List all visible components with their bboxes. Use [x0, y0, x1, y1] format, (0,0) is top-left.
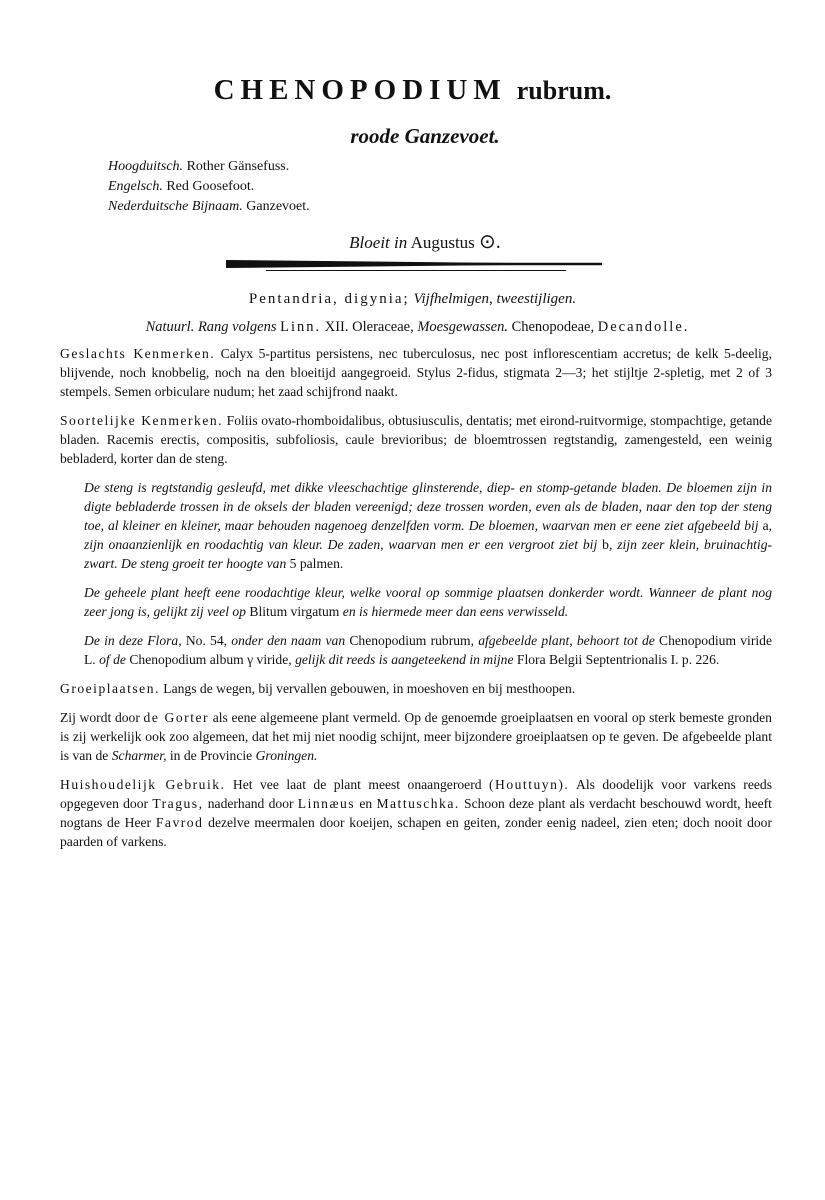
paragraph-text: in de Provincie: [169, 748, 253, 763]
paragraph-text: De geheele plant heeft eene roodachtige kleur, welke vooral op sommige plaatsen donkerder wordt. Wanneer de plant nog zeer jong is, gelijkt zij veel op: [84, 585, 772, 619]
title-genus: CHENOPODIUM: [213, 74, 507, 106]
section-heading: Groeiplaatsen.: [60, 681, 160, 696]
paragraph-text: dezelve meermalen door koeijen, schapen en geiten, zonder eenig nadeel, zien eten; doch nooit door paarden of varkens.: [60, 815, 773, 849]
page-title: [0, 74, 825, 107]
habitat-paragraph: [60, 679, 772, 698]
reference: Flora Belgii Septentrionalis I. p. 226.: [516, 652, 720, 667]
plate-number: No. 54,: [185, 633, 228, 648]
decandolle-rank: Chenopodeae,: [511, 319, 595, 335]
paragraph-text: afgebeelde plant, behoort tot de: [478, 633, 655, 648]
paragraph-text: en is hiermede meer dan eens verwisseld.: [342, 604, 569, 619]
height-value: 5 palmen.: [289, 556, 344, 571]
annual-symbol: ⊙.: [479, 231, 501, 253]
bloom-prefix: Bloeit in: [349, 233, 408, 252]
place-name: Groningen.: [255, 748, 318, 763]
figure-letter: b,: [602, 537, 613, 552]
natural-rank-line: [0, 319, 825, 336]
author-name: Mattuschka.: [376, 796, 460, 811]
synonym-name: Red Goosefoot.: [166, 179, 255, 194]
species-name: Chenopodium rubrum,: [349, 633, 475, 648]
bloom-month: Augustus: [410, 233, 475, 252]
species-name: Blitum virgatum: [249, 604, 340, 619]
synonym-item: [108, 157, 310, 177]
figure-letter: a,: [762, 518, 772, 533]
species-name: Chenopodium viride L.: [84, 633, 772, 667]
synonym-lang: Engelsch.: [108, 179, 163, 194]
synonym-lang: Nederduitsche Bijnaam.: [108, 199, 243, 214]
description-paragraph: [84, 583, 772, 621]
linnaeus-rank: XII. Oleraceae,: [324, 319, 414, 335]
description-paragraph: [84, 631, 772, 669]
paragraph-text: Calyx 5-partitus persistens, nec tuberculosus, nec post inflorescentiam accretus; de kelk 5-deelig, blijvende, noch knobbelig, noch na den bloeitijd aangegroeid. Stylus 2-fidus, stigmata 2—3; het stijltje 2-spletig, met 2 of 3 stempels. Semen orbiculare nudum; het zaad schijfrond naakt.: [60, 346, 772, 399]
class-order: Pentandria, digynia;: [248, 291, 410, 307]
author-name: de Gorter: [143, 710, 210, 725]
section-heading: Geslachts Kenmerken.: [60, 346, 216, 361]
paragraph-text: onder den naam van: [231, 633, 346, 648]
moes-label: Moesgewassen.: [417, 319, 508, 335]
description-paragraph: [84, 478, 772, 573]
species-characters-paragraph: [60, 411, 772, 468]
paragraph-text: De in deze Flora,: [84, 633, 182, 648]
title-species: rubrum.: [516, 76, 612, 105]
class-order-dutch: Vijfhelmigen, tweestijligen.: [413, 291, 577, 307]
synonym-item: [108, 177, 310, 197]
decandolle-name: Decandolle.: [597, 319, 690, 335]
household-use-paragraph: [60, 775, 772, 851]
paragraph-text: als eene algemeene plant vermeld. Op de genoemde groeiplaatsen en vooral op sterk bemeste gronden is zij werkelijk ook zoo algemeen, dat het mij niet noodig schijnt, meer bijzondere groeiplaatsen op te geven. De afgebeelde plant is van de: [60, 710, 772, 763]
paragraph-text: zijn zeer klein, bruinachtig-zwart. De steng groeit ter hoogte van: [84, 537, 773, 571]
paragraph-text: Het vee laat de plant meest onaangeroerd: [232, 777, 482, 792]
paragraph-text: en: [359, 796, 373, 811]
genus-characters-paragraph: [60, 344, 772, 401]
author-name: (Houttuyn).: [488, 777, 570, 792]
synonym-name: Rother Gänsefuss.: [186, 159, 290, 174]
species-name: Chenopodium album γ viride,: [129, 652, 292, 667]
linnaeus-name: Linn.: [280, 319, 322, 335]
decorative-rule: [226, 258, 608, 272]
paragraph-text: Foliis ovato-rhomboidalibus, obtusiusculis, dentatis; met eirond-ruitvormige, stompachtige, getande bladen. Racemis erectis, compositis, subfoliosis, caule brevioribus; de bloemtrossen regtstandig, zamengesteld, een weinig bebladerd, korter dan de steng.: [60, 413, 772, 466]
paragraph-text: Schoon deze plant als verdacht beschouwd wordt, heeft nogtans de Heer: [60, 796, 772, 830]
synonym-list: [108, 157, 310, 217]
occurrence-paragraph: [60, 708, 772, 765]
section-heading: Soortelijke Kenmerken.: [60, 413, 224, 428]
bloom-line: [0, 229, 825, 254]
paragraph-text: zijn onaanzienlijk en roodachtig van kleur. De zaden, waarvan men er een vergroot ziet bij: [84, 537, 598, 552]
paragraph-text: Als doodelijk voor varkens reeds opgegeven door: [60, 777, 772, 811]
natural-rank-prefix: Natuurl. Rang volgens: [145, 319, 277, 335]
paragraph-text: gelijk dit reeds is aangeteekend in mijne: [295, 652, 514, 667]
synonym-name: Ganzevoet.: [246, 199, 310, 214]
section-heading: Huishoudelijk Gebruik.: [60, 777, 226, 792]
paragraph-text: of de: [99, 652, 126, 667]
author-name: Favrod: [155, 815, 204, 830]
paragraph-text: De steng is regtstandig gesleufd, met dikke vleeschachtige glinsterende, diep- en stomp-getande bladen. De bloemen zijn in digte bebladerde trossen in de oksels der bladen vereenigd; deze trossen worden, even als de bladen, naar den top der steng toe, al kleiner en kleiner, maar behouden nagenoeg denzelfden vorm. De bloemen, waarvan men er eene ziet afgebeeld bij: [84, 480, 772, 533]
paragraph-text: naderhand door: [207, 796, 294, 811]
synonym-lang: Hoogduitsch.: [108, 159, 184, 174]
place-name: Scharmer,: [111, 748, 167, 763]
body-text: [60, 344, 772, 861]
paragraph-text: Zij wordt door: [60, 710, 140, 725]
author-name: Linnæus: [297, 796, 356, 811]
synonym-item: [108, 197, 310, 217]
common-name: roode Ganzevoet.: [350, 124, 500, 148]
author-name: Tragus,: [152, 796, 204, 811]
linnaean-class-line: [0, 291, 825, 308]
paragraph-text: Langs de wegen, bij vervallen gebouwen, in moeshoven en bij mesthoopen.: [163, 681, 576, 696]
